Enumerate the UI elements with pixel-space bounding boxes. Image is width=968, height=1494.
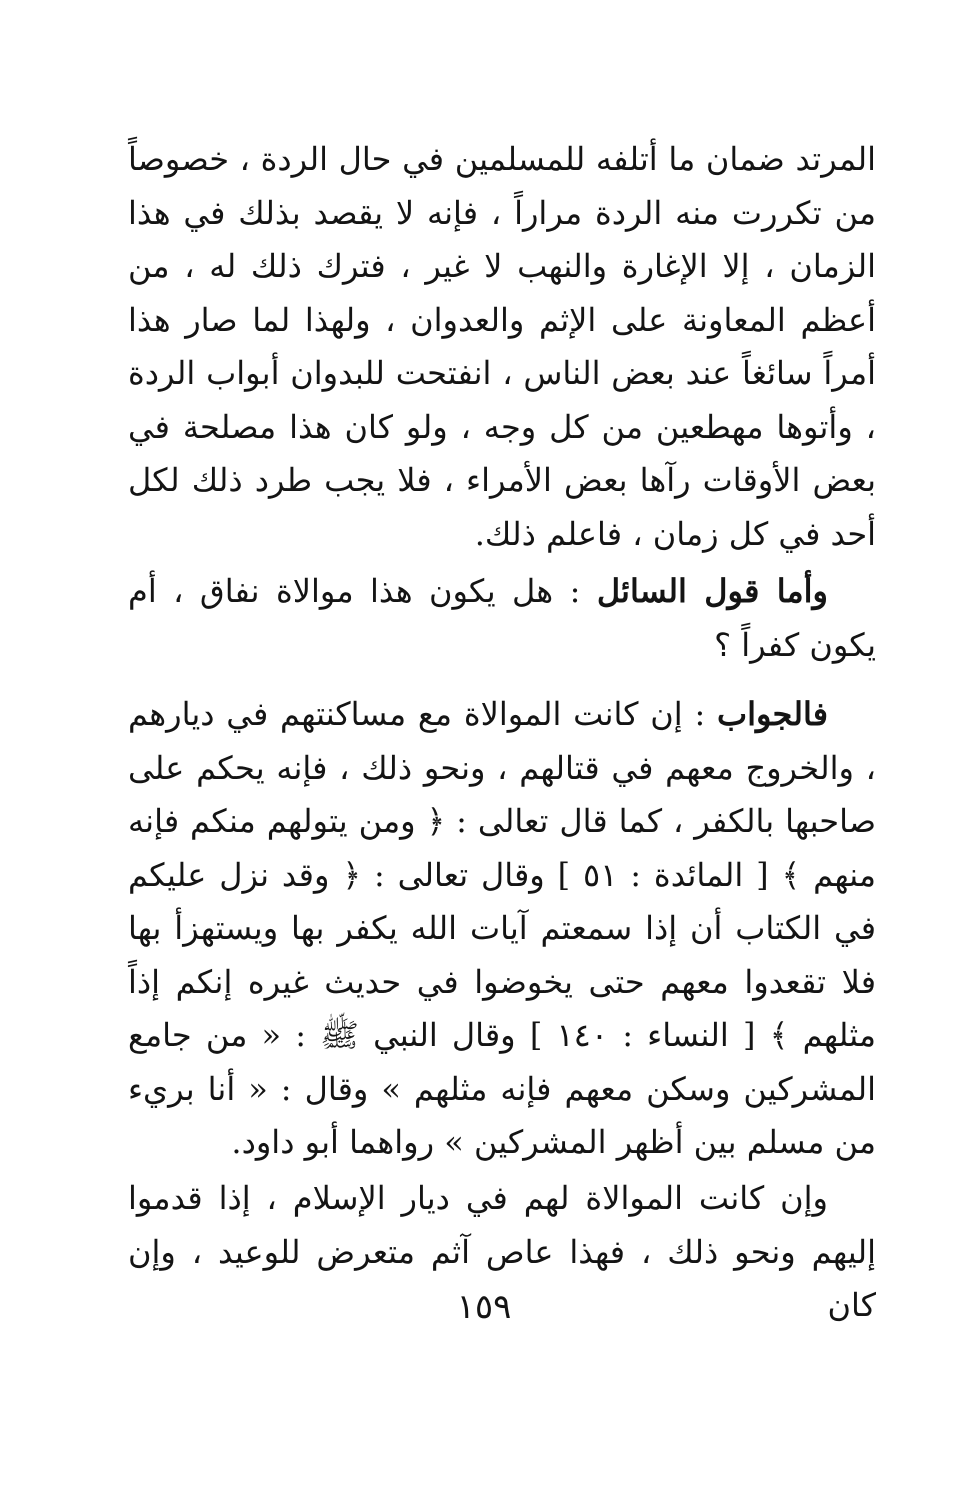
paragraph-text: : إن كانت الموالاة مع مساكنتهم في ديارهم ، والخروج معهم في قتالهم ، ونحو ذلك ، فإنه يحكم على صاحبها بالكفر ، كما قال تعالى : ﴿ ومن يتولهم منكم فإنه منهم ﴾ [ المائدة : ٥١ ] وقال تعالى : ﴿ وقد نزل عليكم في الكتاب أن إذا سمعتم آيات الله يكفر بها ويستهزأ بها فلا تقعدوا معهم حتى يخوضوا في حديث غيره إنكم إذاً مثلهم ﴾ [ النساء : ١٤٠ ] وقال النبي ﷺ : « من جامع المشركين وسكن معهم فإنه مثلهم » وقال : « أنا بريء من مسلم بين أظهر المشركين » رواهما أبو داود. — [128, 695, 877, 1161]
page-number: ١٥٩ — [456, 1287, 512, 1327]
paragraph-answer — [128, 688, 876, 1170]
paragraph-lead: فالجواب — [717, 695, 828, 733]
paragraph-continuation — [128, 133, 876, 561]
paragraph-text: : هل يكون هذا موالاة نفاق ، أم يكون كفراً ؟ — [128, 572, 876, 664]
paragraph-question — [128, 565, 876, 672]
paragraph-text: المرتد ضمان ما أتلفه للمسلمين في حال الردة ، خصوصاً من تكررت منه الردة مراراً ، فإنه لا يقصد بذلك في هذا الزمان ، إلا الإغارة والنهب لا غير ، فترك ذلك له ، من أعظم المعاونة على الإثم والعدوان ، ولهذا لما صار هذا أمراً سائغاً عند بعض الناس ، انفتحت للبدوان أبواب الردة ، وأتوها مهطعين من كل وجه ، ولو كان هذا مصلحة في بعض الأوقات رآها بعض الأمراء ، فلا يجب طرد ذلك لكل أحد في كل زمان ، فاعلم ذلك. — [128, 140, 877, 553]
paragraph-lead: وأما قول السائل — [596, 572, 829, 610]
paragraph-text: وإن كانت الموالاة لهم في ديار الإسلام ، إذا قدموا إليهم ونحو ذلك ، فهذا عاص آثم متعرض للوعيد ، وإن كان — [128, 1179, 876, 1324]
